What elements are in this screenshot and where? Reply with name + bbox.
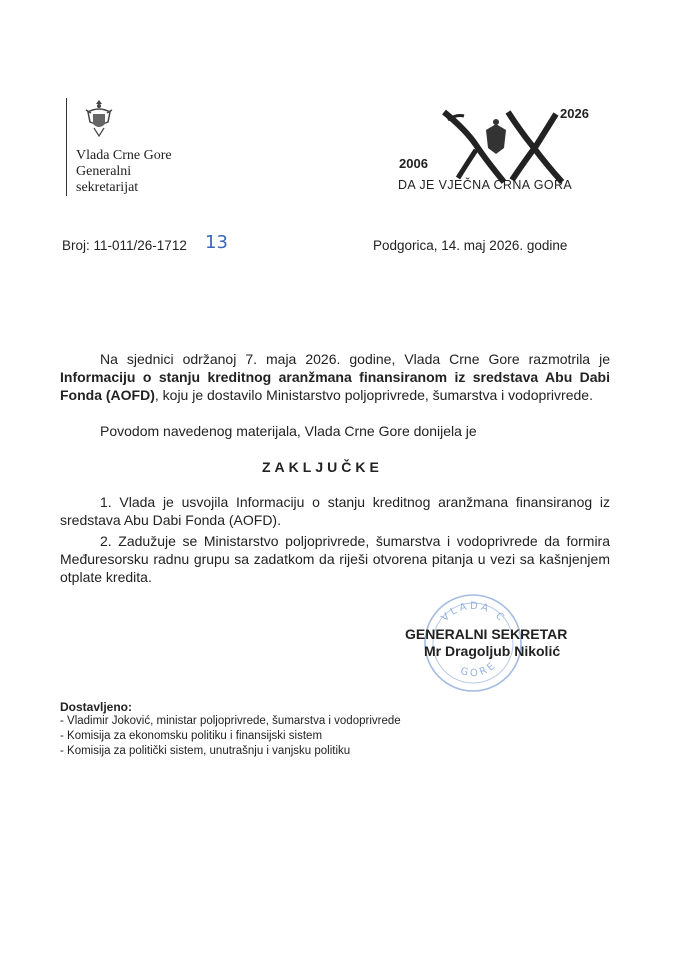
logo-year-right: 2026 [560, 106, 589, 121]
paragraph-intro-b: , koju je dostavilo Ministarstvo poljoprivrede, šumarstva i vodoprivrede. [154, 387, 593, 403]
org-line-3: sekretarijat [76, 180, 139, 195]
svg-text:GORE [459, 659, 499, 679]
place-and-date: Podgorica, 14. maj 2026. godine [373, 238, 568, 253]
logo-year-left: 2006 [399, 156, 428, 171]
conclusion-2: 2. Zadužuje se Ministarstvo poljoprivrede, šumarstva i vodoprivrede da formira Međuresorsku radnu grupu sa zadatkom da riješi otvorena pitanja u vezi sa kašnjenjem otplate kredita. [60, 533, 610, 585]
stamp-bottom-text: GORE [459, 659, 500, 680]
paragraph-intro [60, 350, 610, 404]
org-line-1: Vlada Crne Gore [76, 148, 172, 163]
paragraph-intro-bold: Informaciju o stanju kreditnog aranžmana finansiranom iz sredstava Abu Dabi Fonda (AOFD) [60, 369, 610, 403]
distribution-list [60, 714, 401, 759]
coat-of-arms-icon [84, 98, 114, 140]
header-divider [66, 98, 67, 196]
list-item: - Vladimir Joković, ministar poljoprivrede, šumarstva i vodoprivrede [60, 715, 401, 727]
conclusions-heading: ZAKLJUČKE [262, 459, 383, 475]
paragraph-intro-a: Na sjednici održanoj 7. maja 2026. godine, Vlada Crne Gore razmotrila je [100, 351, 610, 367]
list-item: - Komisija za politički sistem, unutrašnju i vanjsku politiku [60, 745, 351, 757]
stamp-top-text: VLADA C [439, 600, 508, 626]
signatory-name: Mr Dragoljub Nikolić [424, 643, 561, 659]
document-number: Broj: 11-011/26-1712 [62, 238, 187, 253]
distribution-label: Dostavljeno: [60, 700, 133, 714]
org-line-2: Generalni [76, 164, 132, 179]
signatory-title: GENERALNI SEKRETAR [405, 626, 568, 642]
logo-motto: DA JE VJEČNA CRNA GORA [398, 178, 573, 192]
svg-text:VLADA C [440, 601, 508, 626]
organization-name [76, 148, 172, 196]
paragraph-decision: Povodom navedenog materijala, Vlada Crne Gore donijela je [100, 423, 477, 439]
conclusion-1: 1. Vlada je usvojila Informaciju o stanju kreditnog aranžmana finansiranog iz sredstava Abu Dabi Fonda (AOFD). [60, 494, 610, 528]
handwritten-number: 13 [205, 232, 228, 253]
list-item: - Komisija za ekonomsku politiku i finansijski sistem [60, 730, 323, 742]
